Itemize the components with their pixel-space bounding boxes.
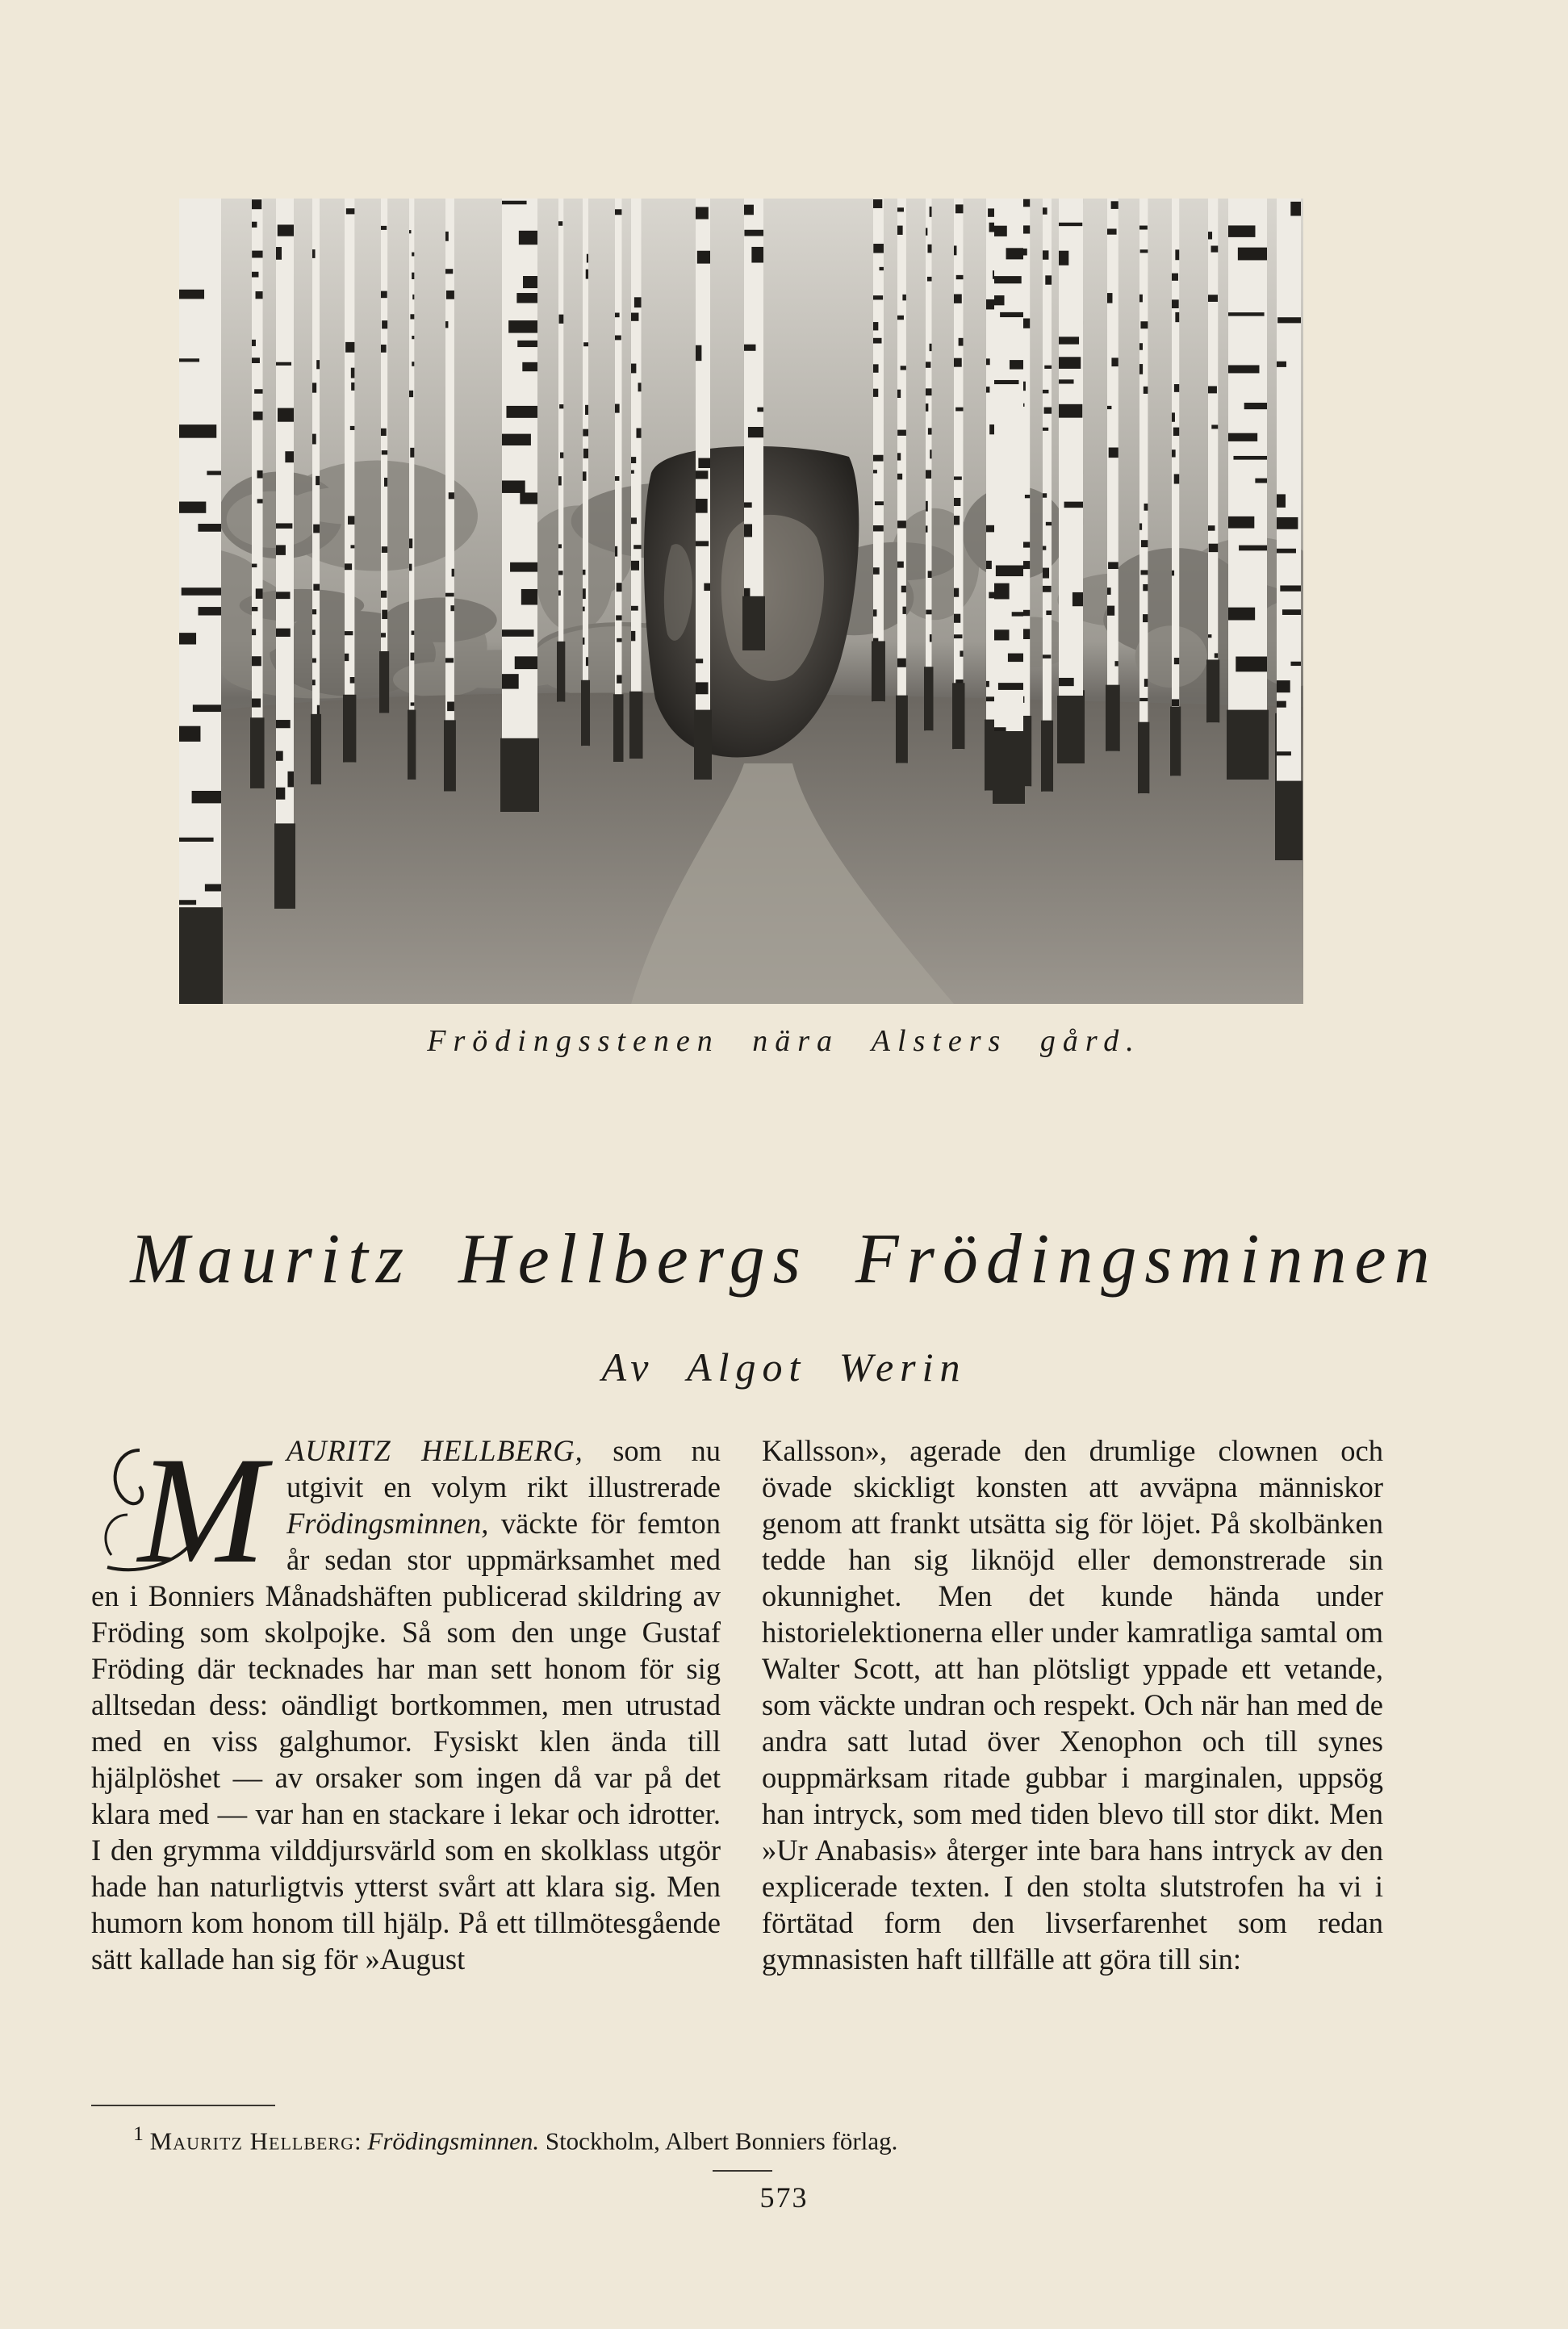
- birch-trunk: [952, 199, 964, 749]
- left-column: [91, 1432, 721, 1977]
- birch-trunk: [343, 199, 356, 763]
- right-column: [762, 1432, 1383, 1977]
- dropcap-letter: M: [138, 1434, 266, 1578]
- footnote-colon: :: [354, 2126, 362, 2155]
- birch-forest-photograph: [179, 199, 1303, 1004]
- birch-trunk: [694, 199, 712, 780]
- footnote-book: Frödingsminnen.: [367, 2126, 540, 2155]
- froding-stone-image: [179, 199, 1303, 1004]
- birch-trunk: [1057, 199, 1085, 763]
- birch-trunk: [500, 199, 539, 812]
- footnote-marker: 1: [133, 2122, 144, 2145]
- birch-trunk: [872, 199, 885, 701]
- foliage-patch: [393, 662, 482, 697]
- opening-caps: AURITZ HELLBERG,: [286, 1434, 583, 1467]
- birch-trunk: [1138, 199, 1149, 793]
- birch-trunk: [993, 199, 1025, 804]
- birch-trunk: [274, 199, 295, 909]
- right-body: Kallsson», agerade den drumlige clownen och övade skickligt konsten att avväpna människor genom att frankt utsätta sig för löjet. På skolbänken tedde han sig liknöjd eller demonstrerade sin okunnighet. Men det kunde hända under historielektionerna eller under kamratliga samtal om Walter Scott, att han plötsligt yppade ett vetande, som väckte undran och respekt. Och när han med de andra satt lutad över Xenophon och till synes ouppmärksam ritade gubbar i marginalen, uppsög han intryck, som med tiden blevo till stor dikt. Men »Ur Anabasis» återger inte bara hans intryck av den explicerade texten. I den stolta slutstrofen ha vi i förtätad form den livserfarenhet som redan gymnasisten haft tillfälle att göra till sin:: [762, 1434, 1383, 1976]
- birch-trunk: [629, 199, 643, 759]
- birch-trunk: [444, 199, 456, 791]
- birch-trunk: [179, 199, 223, 1004]
- footnote-publisher: Stockholm, Albert Bonniers förlag.: [539, 2126, 898, 2155]
- birch-trunk: [250, 199, 265, 788]
- book-title-inline: Frödingsminnen,: [286, 1507, 489, 1540]
- ornamental-dropcap: [91, 1434, 277, 1578]
- footnote: [133, 2118, 1505, 2157]
- birch-trunk: [896, 199, 908, 763]
- birch-trunk: [1206, 199, 1219, 722]
- birch-trunk: [1106, 199, 1120, 751]
- foliage-patch: [227, 491, 319, 548]
- footnote-author: Mauritz Hellberg: [149, 2126, 355, 2155]
- article-title: Mauritz Hellbergs Frödingsminnen: [130, 1220, 1438, 1298]
- photo-caption: Frödingsstenen nära Alsters gård.: [427, 1024, 1141, 1058]
- birch-trunk: [1275, 199, 1302, 860]
- article-byline: Av Algot Werin: [601, 1344, 967, 1390]
- left-body: väckte för femton år sedan stor uppmärksamhet med en i Bonniers Månadshäften publicerad skildring av Fröding som skolpojke. Så som den unge Gustaf Fröding där tecknades har man sett honom för sig alltsedan dess: oändligt bortkommen, men utrustad med en viss galghumor. Fysiskt klen ända till hjälplöshet — av orsaker som ingen då var på det klara med — var han en stackare i lekar och idrotter. I den grymma vilddjursvärld som en skolklass utgör hade han naturligtvis ytterst svårt att klara sig. Men humorn kom honom till hjälp. På ett tillmötesgående sätt kallade han sig för »August: [91, 1507, 721, 1976]
- page-number-rule: [713, 2170, 772, 2172]
- birch-trunk: [1041, 199, 1053, 792]
- birch-trunk: [1227, 199, 1269, 780]
- footnote-rule: [91, 2105, 275, 2106]
- page-number: 573: [759, 2181, 809, 2214]
- opening-rest: som nu utgivit en volym rikt illustrerade: [286, 1434, 721, 1503]
- birch-trunk: [742, 199, 765, 650]
